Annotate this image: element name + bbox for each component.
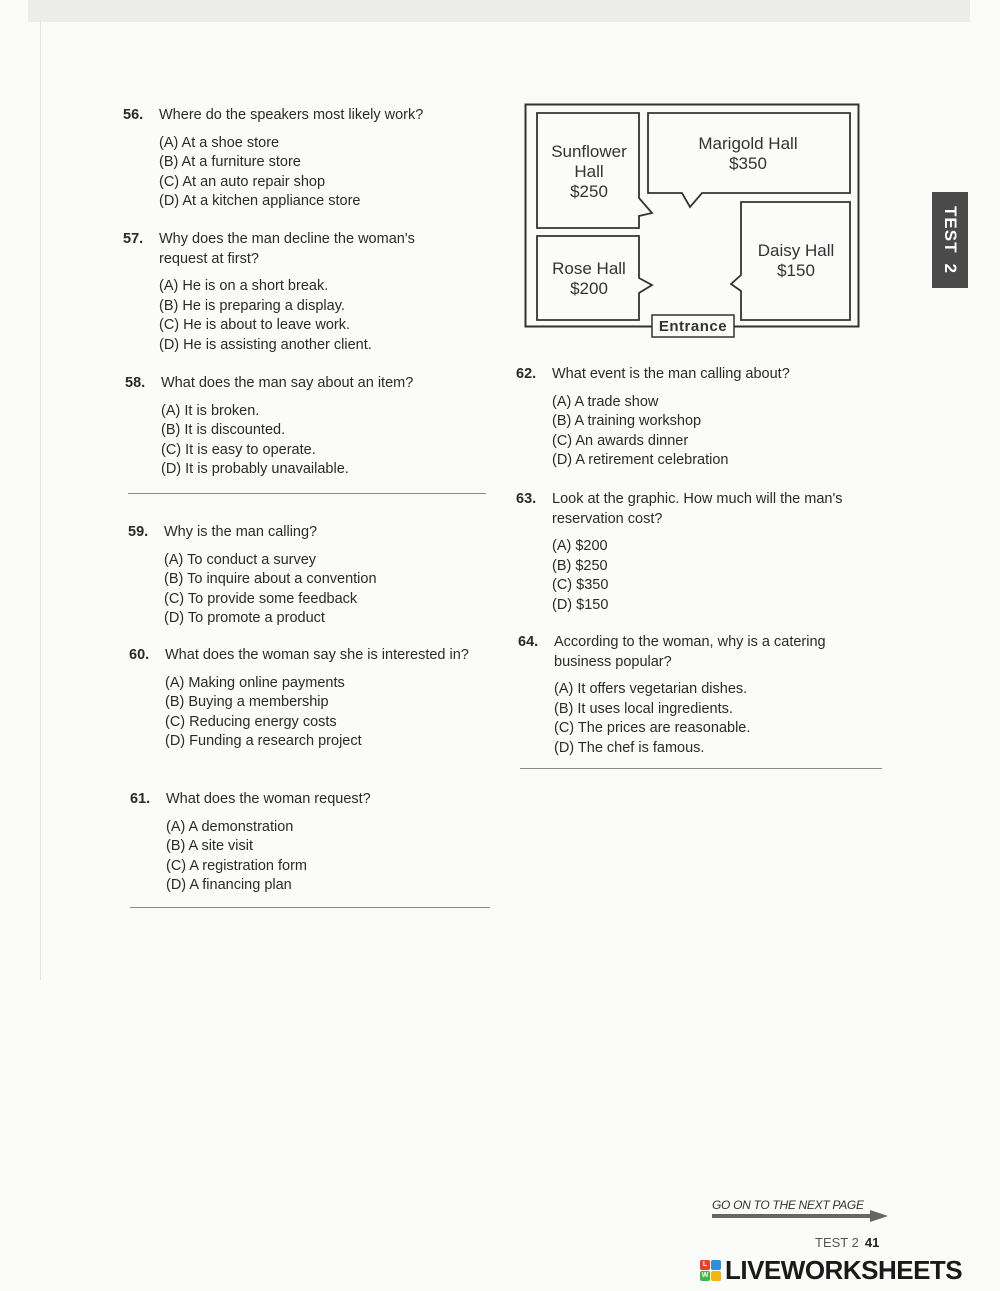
option-b[interactable]: (B) A site visit	[166, 838, 254, 854]
question-56	[123, 106, 483, 212]
sunflower-hall-name-line1: Sunflower	[551, 142, 627, 161]
option-d[interactable]: (D) To promote a product	[164, 610, 325, 626]
question-number: 62.	[516, 366, 537, 382]
scan-top-band	[28, 0, 970, 22]
daisy-hall-name: Daisy Hall	[757, 241, 835, 260]
rose-hall-price: $200	[570, 279, 608, 298]
question-58	[125, 374, 485, 480]
option-c[interactable]: (C) An awards dinner	[552, 432, 689, 449]
option-a[interactable]: (A) $200	[552, 538, 608, 554]
brand-wordmark: LIVEWORKSHEETS	[725, 1254, 963, 1285]
question-stem: According to the woman, why is a catering business popular?	[554, 634, 826, 670]
question-stem: Why does the man decline the woman's request at first?	[159, 231, 415, 267]
footer-test-label: TEST 2	[815, 1235, 859, 1250]
option-b[interactable]: (B) It is discounted.	[161, 422, 286, 438]
question-stem: What does the woman say she is interested in?	[165, 647, 469, 663]
logo-tile-yellow	[711, 1271, 721, 1281]
question-59	[128, 523, 488, 629]
question-stem: Look at the graphic. How much will the man's reservation cost?	[552, 491, 843, 527]
option-d[interactable]: (D) The chef is famous.	[554, 739, 705, 756]
right-arrow-icon	[712, 1210, 888, 1222]
option-c[interactable]: (C) At an auto repair shop	[159, 173, 326, 190]
daisy-hall-price: $150	[777, 261, 815, 280]
option-b[interactable]: (B) $250	[552, 557, 608, 574]
logo-tile-blue	[711, 1260, 721, 1270]
option-b[interactable]: (B) He is preparing a display.	[159, 297, 345, 314]
liveworksheets-brand	[700, 1255, 962, 1285]
option-a[interactable]: (A) It is broken.	[161, 402, 260, 419]
section-divider	[130, 907, 490, 908]
question-57	[123, 230, 473, 355]
question-number: 59.	[128, 524, 149, 540]
question-62	[516, 365, 886, 471]
entrance-label: Entrance	[658, 318, 728, 335]
option-c[interactable]: (C) Reducing energy costs	[165, 713, 337, 730]
option-d[interactable]: (D) A financing plan	[166, 877, 292, 893]
option-a[interactable]: (A) To conduct a survey	[164, 551, 317, 568]
question-61	[130, 790, 490, 896]
option-a[interactable]: (A) It offers vegetarian dishes.	[554, 681, 748, 697]
question-stem: Why is the man calling?	[164, 524, 318, 540]
rose-hall-room	[537, 236, 652, 320]
option-b[interactable]: (B) It uses local ingredients.	[554, 700, 733, 717]
question-stem: What does the man say about an item?	[161, 375, 414, 391]
option-a[interactable]: (A) A trade show	[552, 393, 659, 410]
sunflower-hall-price: $250	[570, 182, 608, 201]
tab-text	[940, 206, 960, 274]
test-side-tab	[932, 192, 968, 288]
page-number: 41	[864, 1235, 880, 1250]
question-63	[516, 490, 886, 615]
option-d[interactable]: (D) $150	[552, 596, 609, 613]
option-a[interactable]: (A) Making online payments	[165, 674, 345, 691]
page-footer	[815, 1235, 879, 1250]
floor-plan-graphic	[524, 103, 860, 339]
option-a[interactable]: (A) He is on a short break.	[159, 278, 329, 294]
question-stem: What does the woman request?	[166, 791, 371, 807]
question-number: 57.	[123, 231, 144, 247]
question-number: 63.	[516, 491, 537, 507]
option-c[interactable]: (C) A registration form	[166, 857, 308, 874]
option-c[interactable]: (C) He is about to leave work.	[159, 317, 350, 333]
scan-left-edge	[40, 20, 41, 980]
go-on-text: GO ON TO THE NEXT PAGE	[712, 1198, 864, 1212]
option-d[interactable]: (D) It is probably unavailable.	[161, 461, 349, 477]
option-a[interactable]: (A) At a shoe store	[159, 134, 280, 151]
option-c[interactable]: (C) $350	[552, 577, 609, 593]
section-divider	[128, 493, 486, 494]
logo-tile-red: L	[700, 1260, 710, 1270]
question-60	[129, 646, 489, 752]
question-number: 56.	[123, 107, 144, 123]
logo-tile-green: W	[701, 1271, 709, 1279]
question-stem: What event is the man calling about?	[552, 366, 790, 382]
question-stem: Where do the speakers most likely work?	[159, 107, 424, 123]
question-number: 60.	[129, 647, 150, 663]
option-c[interactable]: (C) It is easy to operate.	[161, 441, 316, 458]
option-c[interactable]: (C) The prices are reasonable.	[554, 720, 751, 736]
tab-label: TEST	[941, 206, 960, 254]
option-a[interactable]: (A) A demonstration	[166, 818, 294, 835]
marigold-hall-price: $350	[729, 154, 767, 173]
rose-hall-name: Rose Hall	[552, 259, 626, 278]
question-number: 64.	[518, 634, 539, 650]
section-divider	[520, 768, 882, 769]
question-number: 58.	[125, 375, 146, 391]
option-d[interactable]: (D) He is assisting another client.	[159, 336, 372, 353]
option-b[interactable]: (B) A training workshop	[552, 413, 702, 429]
option-b[interactable]: (B) Buying a membership	[165, 694, 329, 710]
option-d[interactable]: (D) At a kitchen appliance store	[159, 193, 361, 209]
option-b[interactable]: (B) At a furniture store	[159, 154, 301, 170]
question-64	[518, 633, 888, 758]
liveworksheets-logo-icon	[700, 1260, 721, 1281]
option-c[interactable]: (C) To provide some feedback	[164, 590, 358, 607]
question-number: 61.	[130, 791, 151, 807]
tab-number: 2	[941, 263, 960, 274]
marigold-hall-name: Marigold Hall	[698, 134, 798, 153]
option-d[interactable]: (D) A retirement celebration	[552, 452, 729, 468]
sunflower-hall-name-line2: Hall	[574, 162, 604, 181]
option-d[interactable]: (D) Funding a research project	[165, 733, 362, 749]
option-b[interactable]: (B) To inquire about a convention	[164, 571, 377, 587]
